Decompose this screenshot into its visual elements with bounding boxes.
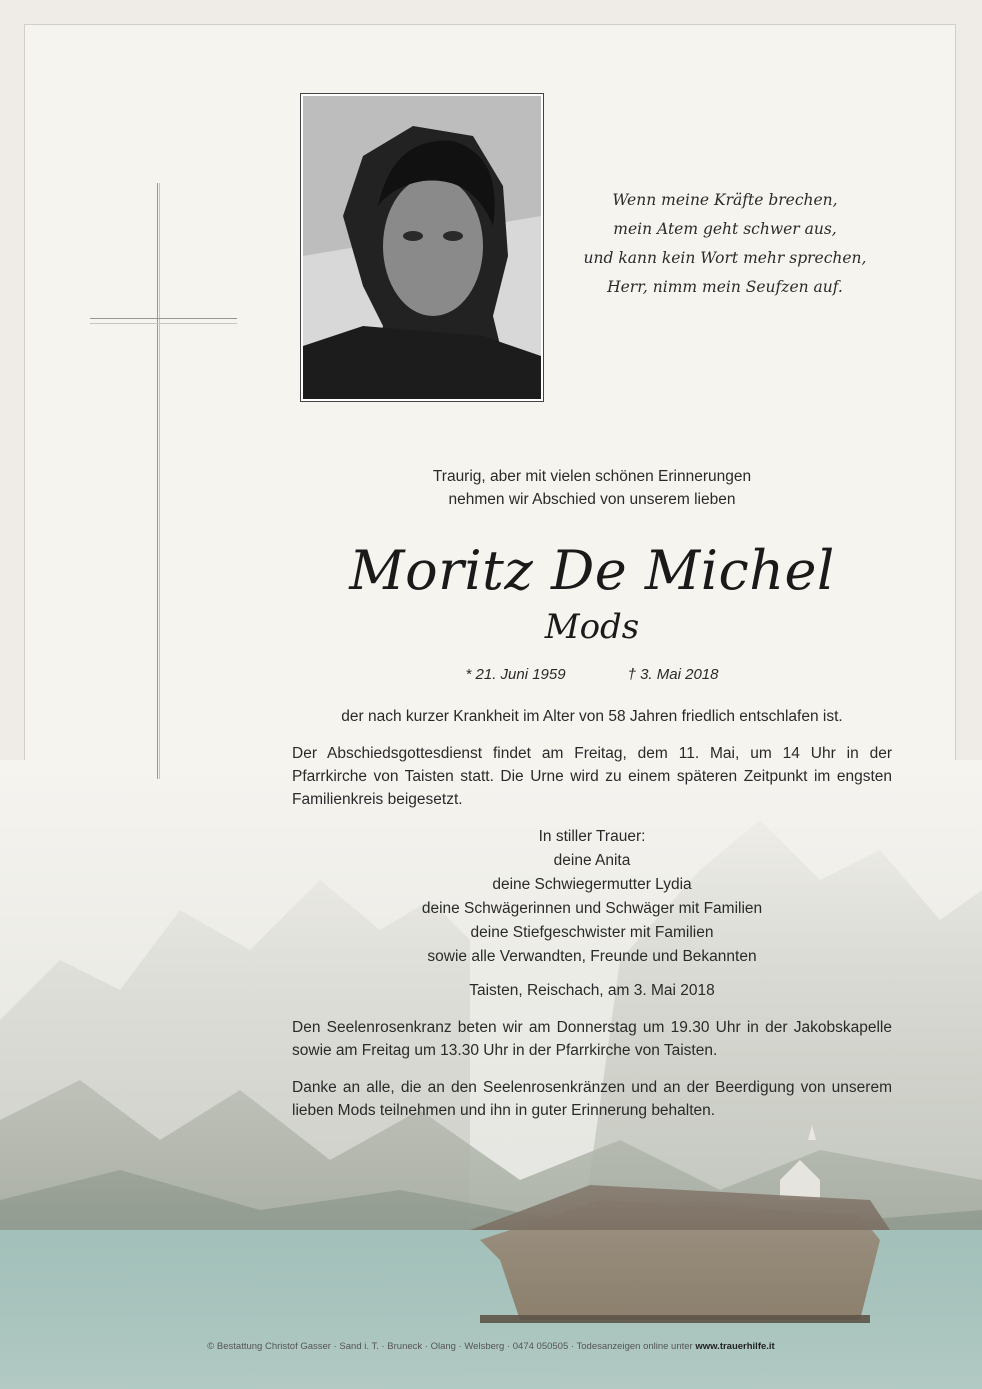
intro-line: Traurig, aber mit vielen schönen Erinnerungen	[432, 468, 752, 485]
obituary-text	[292, 465, 892, 1122]
portrait-photo	[300, 93, 544, 402]
mourner-line: sowie alle Verwandten, Freunde und Bekannten	[427, 948, 757, 965]
mourner-line: deine Schwiegermutter Lydia	[492, 876, 692, 893]
place-date: Taisten, Reischach, am 3. Mai 2018	[469, 982, 715, 999]
rosary-text: Den Seelenrosenkranz beten wir am Donnerstag um 19.30 Uhr in der Jakobskapelle sowie am Freitag um 13.30 Uhr in der Pfarrkirche von Taisten.	[292, 1019, 892, 1059]
mourner-line: In stiller Trauer:	[538, 828, 646, 845]
poem-line: und kann kein Wort mehr sprechen,	[583, 249, 867, 267]
cross-vertical	[157, 183, 160, 779]
thanks-text: Danke an alle, die an den Seelenrosenkränzen und an der Beerdigung von unserem lieben Mods teilnehmen und ihn in guter Erinnerung behalten.	[292, 1079, 892, 1119]
footer	[0, 1341, 982, 1352]
mourner-line: deine Anita	[553, 852, 631, 869]
passing-text: der nach kurzer Krankheit im Alter von 58 Jahren friedlich entschlafen ist.	[341, 708, 843, 725]
service-text: Der Abschiedsgottesdienst findet am Freitag, dem 11. Mai, um 14 Uhr in der Pfarrkirche von Taisten statt. Die Urne wird zu einem späteren Zeitpunkt im engsten Familienkreis beigesetzt.	[292, 745, 892, 808]
poem-line: Herr, nimm mein Seufzen auf.	[607, 278, 843, 296]
birth-date: * 21. Juni 1959	[465, 666, 566, 683]
intro	[292, 465, 892, 511]
poem-line: Wenn meine Kräfte brechen,	[612, 191, 838, 209]
mourners-list	[292, 825, 892, 969]
footer-link[interactable]: www.trauerhilfe.it	[695, 1341, 775, 1352]
poem	[570, 186, 880, 302]
cross-horizontal	[90, 318, 237, 324]
intro-line: nehmen wir Abschied von unserem lieben	[448, 491, 736, 508]
footer-text: © Bestattung Christof Gasser · Sand i. T. · Bruneck · Olang · Welsberg · 0474 050505 · Todesanzeigen online unter	[207, 1341, 693, 1352]
mourner-line: deine Stiefgeschwister mit Familien	[470, 924, 714, 941]
mourner-line: deine Schwägerinnen und Schwäger mit Familien	[421, 900, 763, 917]
death-date: † 3. Mai 2018	[627, 666, 719, 683]
life-dates	[292, 665, 892, 685]
poem-line: mein Atem geht schwer aus,	[613, 220, 837, 238]
deceased-nickname: Mods	[544, 607, 640, 647]
deceased-name: Moritz De Michel	[349, 539, 835, 602]
